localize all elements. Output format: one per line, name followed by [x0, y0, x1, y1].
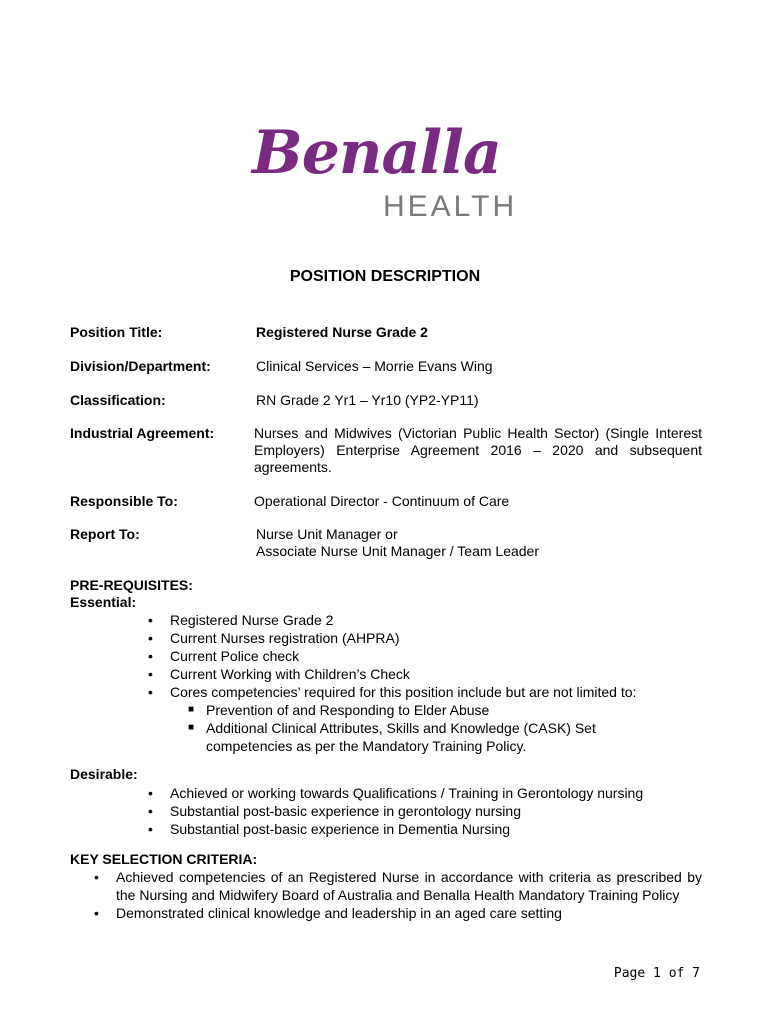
essential-heading: Essential: — [70, 594, 137, 610]
report-to-line-2: Associate Nurse Unit Manager / Team Leader — [256, 543, 539, 559]
list-item: ■ Prevention of and Responding to Elder Abuse — [188, 702, 490, 718]
list-item: • Substantial post-basic experience in Dementia Nursing — [148, 821, 511, 837]
desirable-list — [148, 784, 708, 838]
list-item: • Current Nurses registration (AHPRA) — [148, 630, 400, 646]
division-label: Division/Department: — [70, 358, 211, 374]
position-title-value: Registered Nurse Grade 2 — [256, 324, 428, 340]
classification-label: Classification: — [70, 392, 166, 408]
report-to-label: Report To: — [70, 526, 140, 542]
benalla-health-logo — [250, 118, 540, 230]
list-item: • Substantial post-basic experience in gerontology nursing — [148, 803, 521, 819]
page-number: Page 1 of 7 — [613, 966, 700, 981]
list-item: • Cores competencies’ required for this position include but are not limited to: — [148, 684, 637, 700]
list-item: • Achieved or working towards Qualifications / Training in Gerontology nursing — [148, 785, 644, 801]
industrial-agreement-value: Nurses and Midwives (Victorian Public Health Sector) (Single Interest Employers) Enterprise Agreement 2016 – 2020 and subsequent agreements. — [254, 425, 702, 475]
logo-health-text: HEALTH — [383, 190, 518, 223]
logo-script-text: Benalla — [252, 118, 501, 188]
industrial-agreement-label: Industrial Agreement: — [70, 425, 215, 441]
document-title: POSITION DESCRIPTION — [289, 268, 481, 285]
key-selection-criteria-heading: KEY SELECTION CRITERIA: — [70, 851, 258, 867]
responsible-to-label: Responsible To: — [70, 493, 178, 509]
desirable-heading: Desirable: — [70, 766, 138, 782]
classification-value: RN Grade 2 Yr1 – Yr10 (YP2-YP11) — [256, 392, 479, 408]
list-item: • Current Working with Children’s Check — [148, 666, 410, 682]
essential-list — [148, 611, 708, 701]
list-item: • Achieved competencies of an Registered Nurse in accordance with criteria as prescribed by the Nursing and Midwifery Board of Australia and Benalla Health Mandatory Training Policy — [94, 869, 702, 903]
report-to-value — [256, 526, 702, 560]
position-title-label: Position Title: — [70, 324, 163, 340]
responsible-to-value: Operational Director - Continuum of Care — [254, 493, 510, 509]
division-value: Clinical Services – Morrie Evans Wing — [256, 358, 493, 374]
list-item: • Current Police check — [148, 648, 300, 664]
key-selection-criteria-list — [94, 868, 702, 922]
list-item: • Registered Nurse Grade 2 — [148, 612, 334, 628]
prerequisites-heading: PRE-REQUISITES: — [70, 577, 193, 593]
report-to-line-1: Nurse Unit Manager or — [256, 526, 398, 542]
essential-sub-list — [188, 701, 658, 755]
list-item: ■ Additional Clinical Attributes, Skills and Knowledge (CASK) Set competencies as per the Mandatory Training Policy. — [188, 720, 596, 754]
list-item: • Demonstrated clinical knowledge and leadership in an aged care setting — [94, 905, 562, 921]
